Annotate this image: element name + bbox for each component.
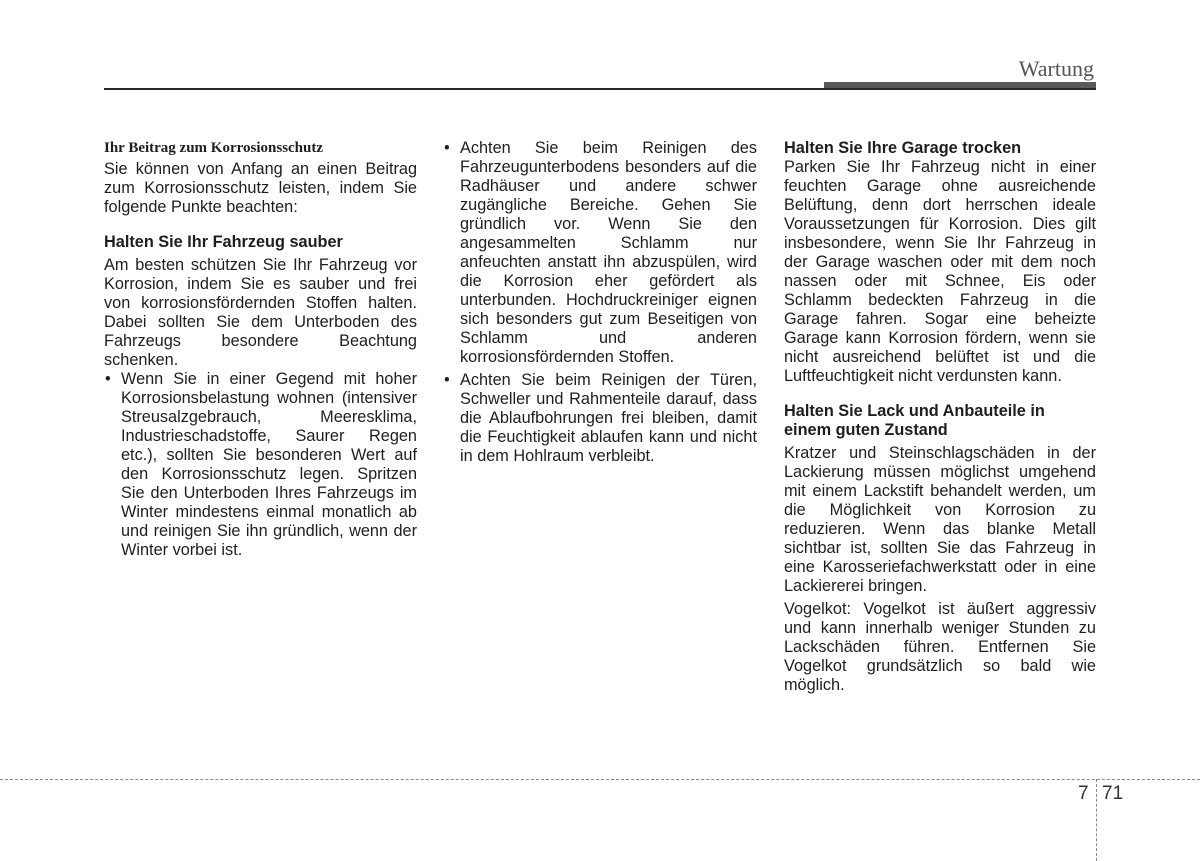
list-item: • Wenn Sie in einer Gegend mit hoher Korrosionsbelastung wohnen (intensiver Streusalzgebrauch, Meeresklima, Industrieschadstoffe, Saurer Regen etc.), sollten Sie besonderen Wert auf den Korrosionsschutz legen. Spritzen Sie den Unterboden Ihres Fahrzeugs im Winter mindestens einmal monatlich ab und reinigen Sie ihn gründlich, wenn der Winter vorbei ist. bbox=[104, 370, 417, 560]
list-item: • Achten Sie beim Reinigen der Türen, Schweller und Rahmenteile darauf, dass die Ablaufbohrungen frei bleiben, damit die Feuchtigkeit ablaufen kann und nicht in dem Hohlraum verbleibt. bbox=[443, 371, 757, 466]
footer-dashed-divider bbox=[1096, 779, 1097, 861]
paragraph-keep-vehicle-clean: Am besten schützen Sie Ihr Fahrzeug vor Korrosion, indem Sie es sauber und frei von korrosionsfördernden Stoffen halten. Dabei sollten Sie dem Unterboden des Fahrzeugs besondere Beachtung schenken. bbox=[104, 256, 417, 369]
subtitle-corrosion-protection: Ihr Beitrag zum Korrosionsschutz bbox=[104, 140, 324, 156]
column-middle bbox=[443, 139, 757, 466]
intro-paragraph: Sie können von Anfang an einen Beitrag zum Korrosionsschutz leisten, indem Sie folgende Punkte beachten: bbox=[104, 160, 417, 216]
column-right bbox=[784, 139, 1096, 695]
paragraph-bird-droppings: Vogelkot: Vogelkot ist äußert aggressiv und kann innerhalb weniger Stunden zu Lackschäden führen. Entfernen Sie Vogelkot grundsätzlich so bald wie möglich. bbox=[784, 600, 1096, 694]
paragraph-dry-garage: Parken Sie Ihr Fahrzeug nicht in einer feuchten Garage ohne ausreichende Belüftung, denn dort herrschen ideale Voraussetzungen für Korrosion. Dies gilt insbesondere, wenn Sie Ihr Fahrzeug in der Garage waschen oder mit dem noch nassen oder mit Schnee, Eis oder Schlamm bedeckten Fahrzeug in die Garage fahren. Sogar eine beheizte Garage kann Korrosion fördern, wenn sie nicht ausreichend belüftet ist und die Luftfeuchtigkeit nicht verdunsten kann. bbox=[784, 158, 1096, 385]
page-number: 71 bbox=[1102, 783, 1124, 804]
paragraph-paint-condition: Kratzer und Steinschlagschäden in der Lackierung müssen möglichst umgehend mit einem Lackstift behandelt werden, um die Möglichkeit von Korrosion zu reduzieren. Wenn das blanke Metall sichtbar ist, sollten Sie das Fahrzeug in eine Karosseriefachwerkstatt oder in eine Lackiererei bringen. bbox=[784, 444, 1096, 595]
list-item: • Achten Sie beim Reinigen des Fahrzeugunterbodens besonders auf die Radhäuser und andere schwer zugängliche Bereiche. Gehen Sie gründlich vor. Wenn Sie den angesammelten Schlamm nur anfeuchten anstatt ihn abzuspülen, wird die Korrosion eher gefördert als unterbunden. Hochdruckreiniger eignen sich besonders gut zum Beseitigen von Schlamm und anderen korrosionsfördernden Stoffen. bbox=[443, 139, 757, 367]
bullet-list-middle bbox=[443, 139, 757, 466]
heading-paint-condition: Halten Sie Lack und Anbauteile in einem guten Zustand bbox=[784, 402, 1045, 439]
column-left bbox=[104, 139, 417, 560]
bullet-list-left bbox=[104, 370, 417, 560]
chapter-number: 7 bbox=[1078, 783, 1089, 804]
section-title: Wartung bbox=[1018, 56, 1094, 81]
heading-dry-garage: Halten Sie Ihre Garage trocken bbox=[784, 139, 1022, 157]
footer-dashed-rule bbox=[0, 779, 1200, 780]
header-rule bbox=[104, 88, 1096, 90]
heading-keep-vehicle-clean: Halten Sie Ihr Fahrzeug sauber bbox=[104, 233, 343, 251]
